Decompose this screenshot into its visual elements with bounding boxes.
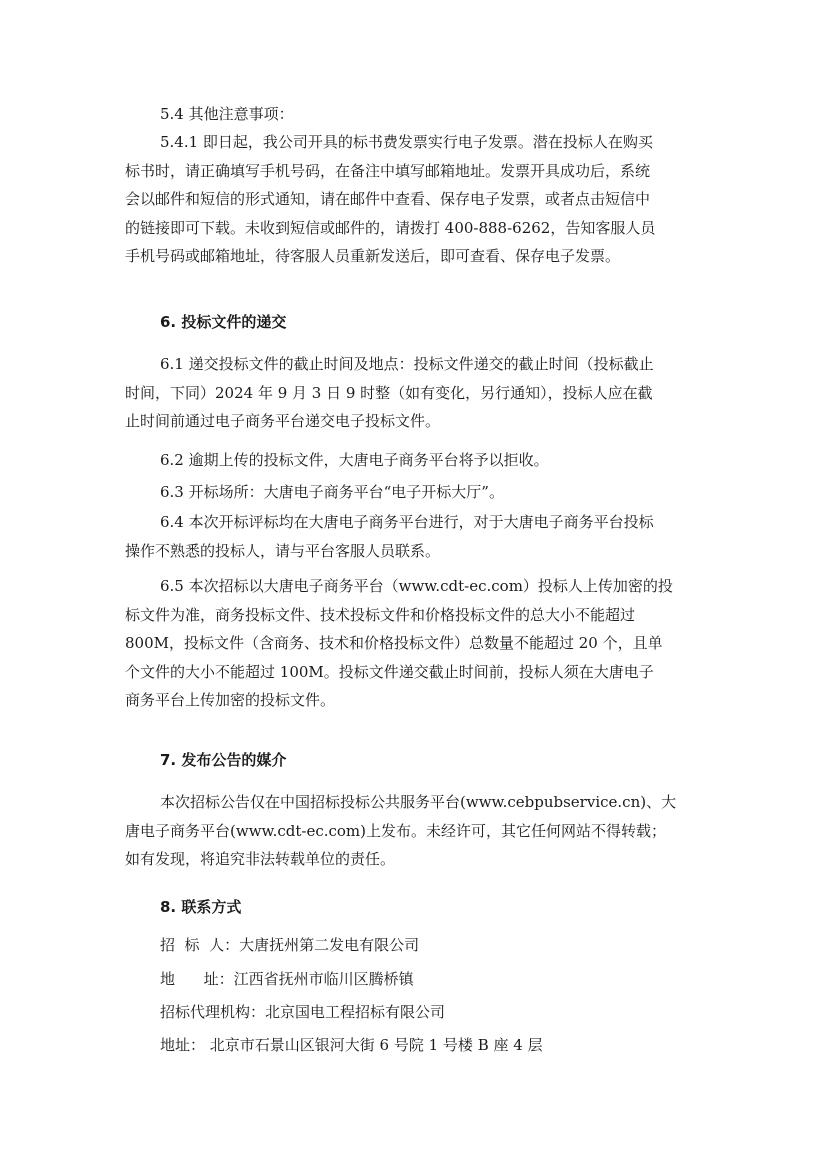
paragraph-line: 的链接即可下载。未收到短信或邮件的，请拨打 400-888-6262，告知客服人员 <box>125 218 656 237</box>
section-7-heading: 7. 发布公告的媒介 <box>160 751 287 769</box>
paragraph-6-2: 6.2 逾期上传的投标文件，大唐电子商务平台将予以拒收。 <box>160 451 549 469</box>
paragraph-line: 时间，下同）2024 年 9 月 3 日 9 时整（如有变化，另行通知），投标人应在截 <box>125 383 653 402</box>
paragraph-line: 如有发现，将追究非法转载单位的责任。 <box>125 850 396 868</box>
paragraph-6-5 <box>125 572 703 715</box>
paragraph-line: 800M，投标文件（含商务、技术和价格投标文件）总数量不能超过 20 个，且单 <box>125 634 663 652</box>
paragraph-line: 标文件为准，商务投标文件、技术投标文件和价格投标文件的总大小不能超过 <box>125 605 636 624</box>
paragraph-line: 会以邮件和短信的形式通知，请在邮件中查看、保存电子发票，或者点击短信中 <box>125 190 651 208</box>
paragraph-6-1 <box>125 350 703 436</box>
paragraph-6-4 <box>125 508 703 565</box>
paragraph-line: 6.5 本次招标以大唐电子商务平台（www.cdt-ec.com）投标人上传加密的投 <box>160 577 673 595</box>
paragraph-line: 本次招标公告仅在中国招标投标公共服务平台(www.cebpubservice.cn)、大 <box>160 793 677 811</box>
paragraph-6-3: 6.3 开标场所：大唐电子商务平台“电子开标大厅”。 <box>160 483 504 501</box>
paragraph-line: 6.4 本次开标评标均在大唐电子商务平台进行，对于大唐电子商务平台投标 <box>160 513 654 531</box>
paragraph-line: 操作不熟悉的投标人，请与平台客服人员联系。 <box>125 541 441 560</box>
contact-tenderer: 招 标 人：大唐抚州第二发电有限公司 <box>160 936 420 954</box>
paragraph-5-4-1 <box>125 128 703 271</box>
paragraph-line: 唐电子商务平台(www.cdt-ec.com)上发布。未经许可，其它任何网站不得转载； <box>125 821 667 840</box>
paragraph-7 <box>125 788 703 874</box>
paragraph-line: 标书时，请正确填写手机号码，在备注中填写邮箱地址。发票开具成功后，系统 <box>125 161 651 180</box>
paragraph-line: 5.4.1 即日起，我公司开具的标书费发票实行电子发票。潜在投标人在购买 <box>160 133 653 151</box>
paragraph-line: 商务平台上传加密的投标文件。 <box>125 691 336 709</box>
section-8-heading: 8. 联系方式 <box>160 898 242 916</box>
paragraph-line: 手机号码或邮箱地址，待客服人员重新发送后，即可查看、保存电子发票。 <box>125 247 621 265</box>
paragraph-line: 6.1 递交投标文件的截止时间及地点：投标文件递交的截止时间（投标截止 <box>160 355 654 373</box>
contact-agency-address: 地址： 北京市石景山区银河大街 6 号院 1 号楼 B 座 4 层 <box>160 1036 543 1054</box>
contact-address: 地 址：江西省抚州市临川区腾桥镇 <box>160 970 414 988</box>
contact-agency: 招标代理机构：北京国电工程招标有限公司 <box>160 1003 446 1021</box>
section-6-heading: 6. 投标文件的递交 <box>160 313 287 331</box>
paragraph-line: 个文件的大小不能超过 100M。投标文件递交截止时间前，投标人须在大唐电子 <box>125 662 654 681</box>
paragraph-line: 止时间前通过电子商务平台递交电子投标文件。 <box>125 412 441 430</box>
section-5-4-title: 5.4 其他注意事项： <box>160 105 294 123</box>
